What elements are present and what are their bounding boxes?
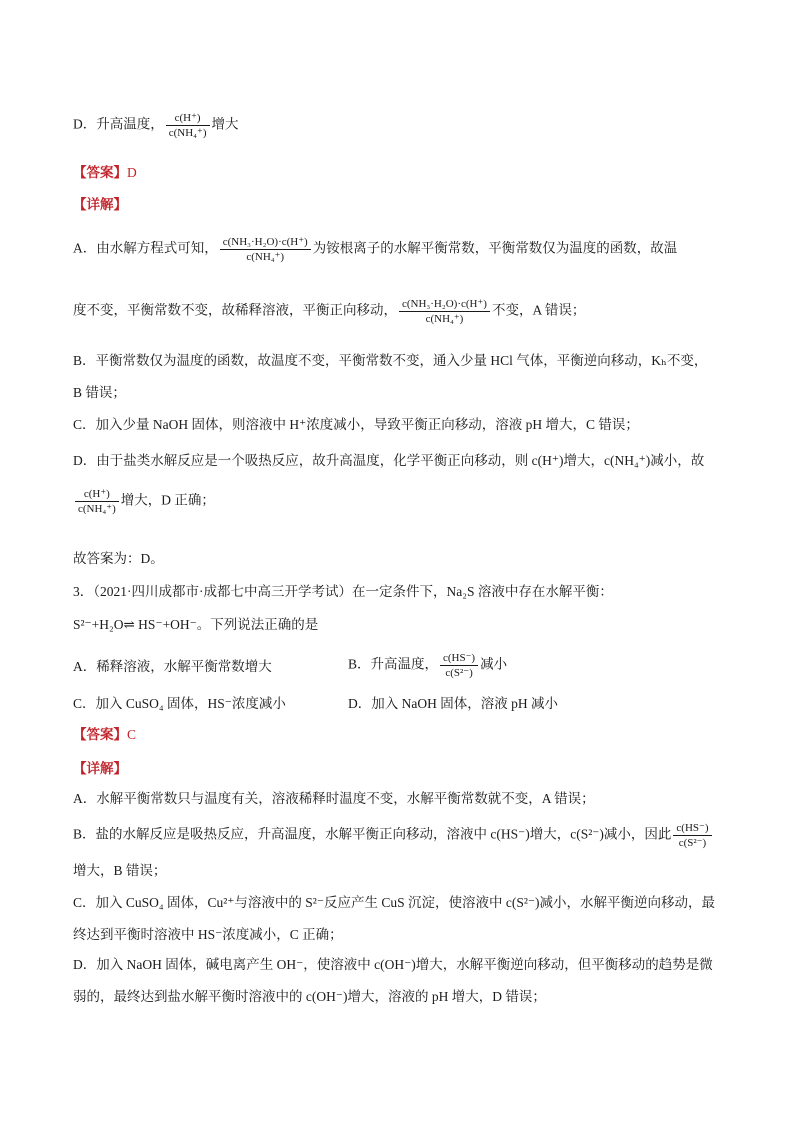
fraction-hs-over-s-2: $\frac{c(HS^-)}{\text{c(S²⁻)}}$ xyxy=(673,822,711,849)
q2-explain-c: C．加入少量 NaOH 固体，则溶液中 H⁺浓度减小，导致平衡正向移动，溶液 pH 增大，C 错误； xyxy=(73,417,639,432)
q3-answer: 【答案】C xyxy=(73,727,137,742)
fraction-hs-over-s: $\frac{c(HS^-)}{\text{c(S²⁻)}}$ xyxy=(440,652,478,679)
q3-explain-d-line2: 弱的，最终达到盐水解平衡时溶液中的 c(OH⁻)增大，溶液的 pH 增大，D 错误； xyxy=(73,989,546,1004)
q2-explain-a-line2: 度不变，平衡常数不变，故稀释溶液，平衡正向移动， $\frac{\text{c(NH₃·H₂O)·c(H⁺)}}{\text{c(NH₄⁺)}}$ 不变，A 错误； xyxy=(73,298,586,325)
q2-answer: 【答案】D xyxy=(73,165,137,180)
q3-option-a: A．稀释溶液，水解平衡常数增大 xyxy=(73,659,272,674)
q3-explain-d-line1: D．加入 NaOH 固体，碱电离产生 OH⁻，使溶液中 c(OH⁻)增大，水解平衡逆向移动，但平衡移动的趋势是微 xyxy=(73,957,713,972)
q3-explain-c-line2: 终达到平衡时溶液中 HS⁻浓度减小，C 正确； xyxy=(73,927,343,942)
q3-option-c: C．加入 CuSO₄ 固体，HS⁻浓度减小 xyxy=(73,696,286,711)
q2-explain-b-line2: B 错误； xyxy=(73,385,126,400)
q3-detail-heading: 【详解】 xyxy=(73,761,127,776)
fraction-h-over-nh4: $\frac{c(H^+)}{\text{c(NH₄⁺)}}$ xyxy=(166,112,210,139)
q2-conclusion: 故答案为：D。 xyxy=(73,551,164,566)
q3-explain-b-line2: 增大，B 错误； xyxy=(73,863,167,878)
q3-explain-c-line1: C．加入 CuSO₄ 固体，Cu²⁺与溶液中的 S²⁻反应产生 CuS 沉淀，使溶液中 c(S²⁻)减小，水解平衡逆向移动，最 xyxy=(73,895,716,910)
q3-stem-line2: S²⁻+H₂O⇌ HS⁻+OH⁻。下列说法正确的是 xyxy=(73,617,319,632)
q3-option-d: D．加入 NaOH 固体，溶液 pH 减小 xyxy=(348,696,558,711)
q2-explain-d-line1: D．由于盐类水解反应是一个吸热反应，故升高温度，化学平衡正向移动，则 c(H⁺)增大，c(NH₄⁺)减小，故 xyxy=(73,453,705,468)
fraction-hydrolysis-constant: $\frac{\text{c(NH₃·H₂O)·c(H⁺)}}{\text{c(NH₄⁺)}}$ xyxy=(220,236,311,263)
q3-stem-line1: 3．（2021·四川成都市·成都七中高三开学考试）在一定条件下，Na₂S 溶液中存在水解平衡： xyxy=(73,584,613,599)
fraction-hydrolysis-constant-2: $\frac{\text{c(NH₃·H₂O)·c(H⁺)}}{\text{c(NH₄⁺)}}$ xyxy=(399,298,490,325)
q3-explain-a: A．水解平衡常数只与温度有关，溶液稀释时温度不变，水解平衡常数就不变，A 错误； xyxy=(73,791,595,806)
q3-option-b: B．升高温度， $\frac{c(HS^-)}{\text{c(S²⁻)}}$ 减小 xyxy=(348,652,508,679)
q2-explain-d-line2: $\frac{c(H^+)}{\text{c(NH₄⁺)}}$ 增大，D 正确； xyxy=(73,488,215,515)
q2-detail-heading: 【详解】 xyxy=(73,197,127,212)
fraction-h-over-nh4-2: $\frac{c(H^+)}{\text{c(NH₄⁺)}}$ xyxy=(75,488,119,515)
q2-explain-a-line1: A．由水解方程式可知， $\frac{\text{c(NH₃·H₂O)·c(H⁺)}}{\text{c(NH₄⁺)}}$ 为铵根离子的水解平衡常数，平衡常数仅为温度的函数，故温 xyxy=(73,236,678,263)
q2-option-d: D．升高温度， $\frac{c(H^+)}{\text{c(NH₄⁺)}}$ 增大 xyxy=(73,112,239,139)
q3-explain-b-line1: B．盐的水解反应是吸热反应，升高温度，水解平衡正向移动，溶液中 c(HS⁻)增大，c(S²⁻)减小，因此 $\frac{c(HS^-)}{\text{c(S²⁻)}}$ xyxy=(73,822,714,849)
q2-explain-b-line1: B．平衡常数仅为温度的函数，故温度不变，平衡常数不变，通入少量 HCl 气体，平衡逆向移动，Kₕ不变， xyxy=(73,353,708,368)
